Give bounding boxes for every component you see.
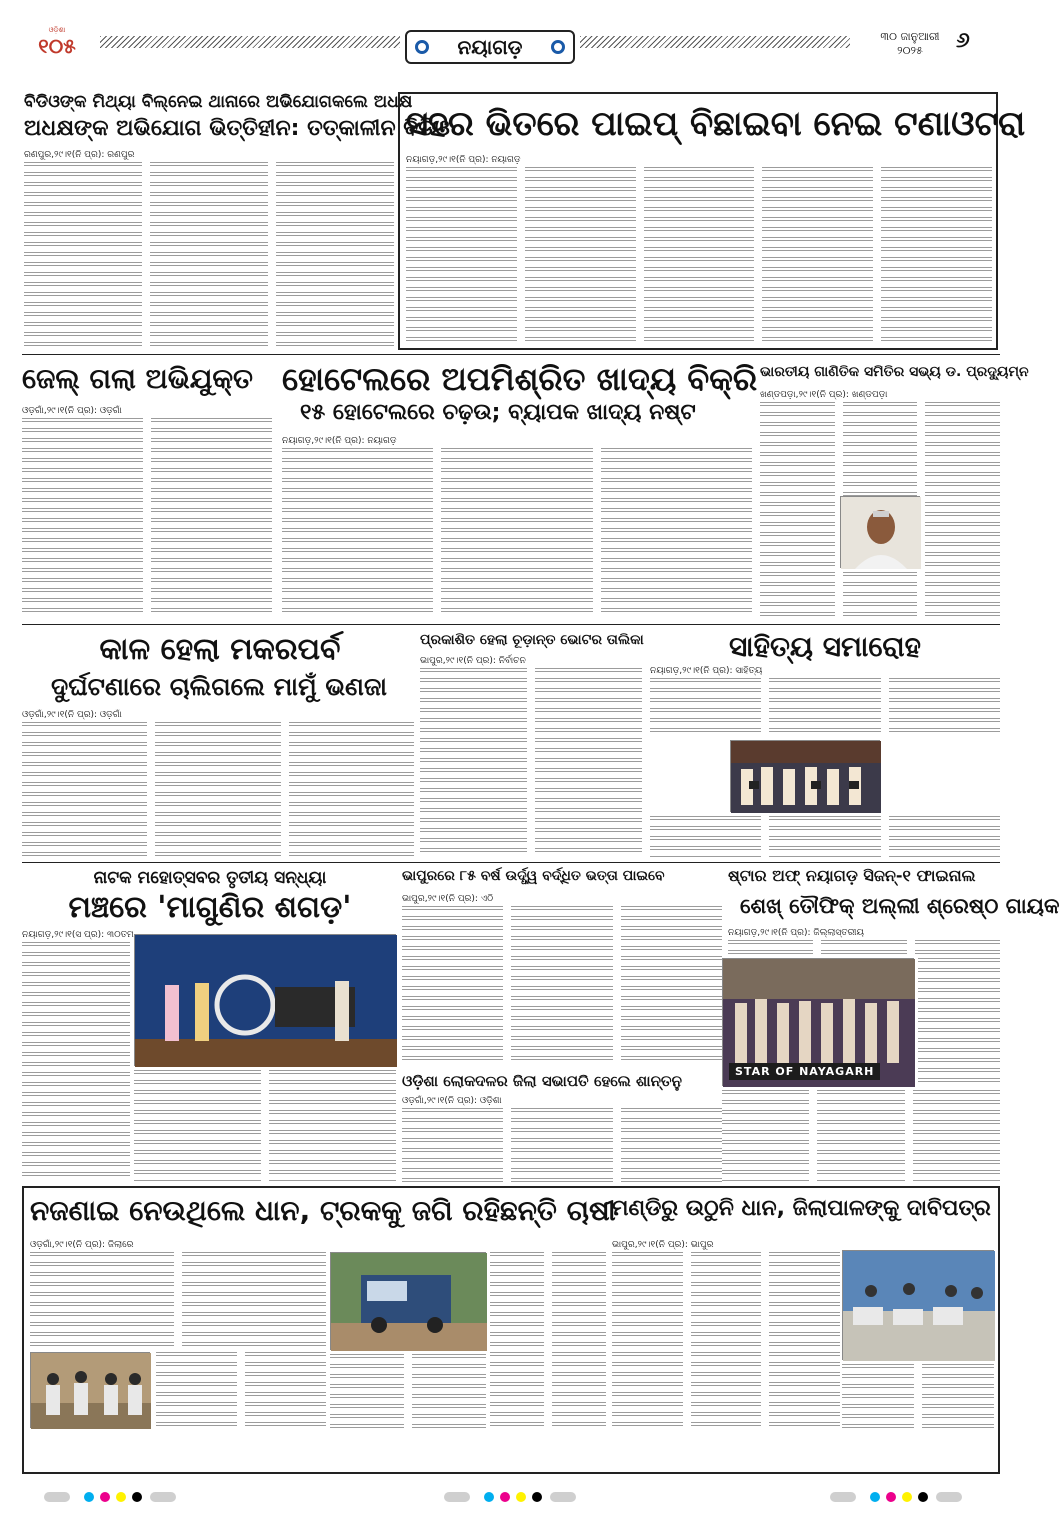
yellow-dot xyxy=(116,1492,126,1502)
article-body xyxy=(406,167,992,343)
photo-banner: STAR OF NAYAGARH xyxy=(729,1063,880,1080)
article-headline: ସହର ଭିତରେ ପାଇପ୍ ବିଛାଇବା ନେଇ ଟଣାଓଟରା xyxy=(406,104,1026,144)
magenta-dot xyxy=(500,1492,510,1502)
article-body-lower xyxy=(330,1354,486,1428)
masthead-hatch-right xyxy=(580,36,850,48)
article-dateline: ନୟାଗଡ଼,୨୯।୧(ନି ପ୍ର): ନୟାଗଡ଼ xyxy=(282,436,397,446)
farmers-photo xyxy=(30,1352,150,1428)
yellow-dot xyxy=(902,1492,912,1502)
black-dot xyxy=(532,1492,542,1502)
article-body-side xyxy=(918,958,1000,1086)
article-dateline: ଭାପୁର,୨୯।୧(ନି ପ୍ର): ନିର୍ବାଚନ xyxy=(420,656,526,666)
article-headline: ଭାପୁରରେ ୮୫ ବର୍ଷ ଉର୍ଦ୍ଧ୍ୱ ବର୍ଦ୍ଧିତ ଭତ୍ତା ପାଇବେ xyxy=(402,868,665,884)
article-body xyxy=(420,668,642,858)
footer-color-bar xyxy=(0,1480,1020,1517)
article-body xyxy=(402,1108,722,1182)
article-body xyxy=(30,1252,326,1350)
section-label-box xyxy=(405,30,575,64)
article-body-continued xyxy=(842,1364,994,1428)
article-body-continued xyxy=(156,1352,326,1428)
gray-pill xyxy=(150,1492,176,1502)
logo-number: ୧୦୫ xyxy=(38,34,76,58)
section-divider xyxy=(22,624,1000,625)
circle-icon xyxy=(551,40,565,54)
issue-date: ୩୦ ଜାନୁଆରୀ ୨୦୨୫ xyxy=(880,30,940,57)
article-headline: ଭାରତୀୟ ଗାଣିତିକ ସମିତିର ସଭ୍ୟ ଡ. ପ୍ରଦ୍ୟୁମ୍ନ xyxy=(760,364,1029,380)
cyan-dot xyxy=(484,1492,494,1502)
article-kicker: ନାଟକ ମହୋତ୍ସବର ତୃତୀୟ ସନ୍ଧ୍ୟା xyxy=(93,868,327,888)
article-headline: ପ୍ରକାଶିତ ହେଲା ଚୂଡ଼ାନ୍ତ ଭୋଟର ତାଲିକା xyxy=(420,632,644,648)
article-dateline: ନୟାଗଡ଼,୨୯।୧(ନି ପ୍ର): ନୟାଗଡ଼ xyxy=(406,155,521,165)
article-kicker: ଷ୍ଟାର ଅଫ୍ ନୟାଗଡ଼ ସିଜନ୍-୧ ଫାଇନାଲ xyxy=(728,866,976,885)
event-photo xyxy=(730,740,880,812)
cyan-dot xyxy=(870,1492,880,1502)
article-headline: ମଣ୍ଡିରୁ ଉଠୁନି ଧାନ, ଜିଲାପାଳଙ୍କୁ ଦାବିପତ୍ର xyxy=(612,1196,991,1221)
article-headline: ଜେଲ୍ ଗଲା ଅଭିଯୁକ୍ତ xyxy=(22,362,254,395)
masthead xyxy=(0,0,1020,80)
winners-photo xyxy=(722,958,914,1086)
truck-photo xyxy=(330,1252,486,1350)
newspaper-logo xyxy=(22,26,92,60)
article-dateline: ଓଡ଼ଗାଁ,୨୯।୧(ନି ପ୍ର): ଓଡ଼ଗାଁ xyxy=(22,710,122,720)
article-headline: କାଳ ହେଲା ମକରପର୍ବ xyxy=(99,632,341,667)
article-body xyxy=(24,162,394,348)
portrait-photo xyxy=(840,496,920,568)
article-dateline: ନୟାଗଡ଼,୨୯।୧(ନି ପ୍ର): ଜିଲ୍ଲାସ୍ତରୀୟ xyxy=(728,928,864,938)
article-headline: ସାହିତ୍ୟ ସମାରୋହ xyxy=(729,630,921,663)
article-body-continued xyxy=(722,1090,1000,1182)
gray-pill xyxy=(444,1492,470,1502)
circle-icon xyxy=(415,40,429,54)
article-dateline: ଓଡ଼ଗାଁ,୨୯।୧(ନି ପ୍ର): ଓଡ଼ିଶା xyxy=(402,1096,502,1106)
article-body-continued xyxy=(650,816,1000,858)
logo-small-text: ଓଡ଼ିଶା xyxy=(48,26,66,34)
article-kicker: ବିଡିଓଙ୍କ ମିଥ୍ୟା ବିଲ୍‌ନେଇ ଥାନାରେ ଅଭିଯୋଗକଲେ ଅଧକ୍ଷ xyxy=(24,92,413,112)
article-dateline: ନୟାଗଡ଼,୨୯।୧(ସ ପ୍ର): ୩୦ତମ xyxy=(22,930,134,940)
article-headline: ଓଡ଼ିଶା ଲୋକଦଳର ଜିଲା ସଭାପତି ହେଲେ ଶାନ୍ତନୁ xyxy=(402,1072,682,1090)
article-headline: ମଞ୍ଚରେ 'ମାଗୁଣିର ଶଗଡ଼' xyxy=(68,890,352,925)
article-body xyxy=(22,942,130,1182)
article-subheadline: ୧୫ ହୋଟେଲରେ ଚଢ଼ଉ; ବ୍ୟାପକ ଖାଦ୍ୟ ନଷ୍ଟ xyxy=(300,400,696,425)
yellow-dot xyxy=(516,1492,526,1502)
gray-pill xyxy=(550,1492,576,1502)
gray-pill xyxy=(936,1492,962,1502)
article-dateline: ରଣପୁର,୨୯।୧(ନି ପ୍ର): ରଣପୁର xyxy=(24,150,135,160)
article-body xyxy=(650,678,1000,738)
article-dateline: ଭାପୁର,୨୯।୧(ନି ପ୍ର): ଏଠି xyxy=(402,894,494,904)
magenta-dot xyxy=(886,1492,896,1502)
article-dateline: ଭାପୁର,୨୯।୧(ନି ପ୍ର): ଭାପୁର xyxy=(612,1240,714,1250)
article-headline: ଅଧକ୍ଷଙ୍କ ଅଭିଯୋଗ ଭିତ୍ତିହୀନ: ତତ୍କାଳୀନ ବିଡିଓ xyxy=(24,116,450,141)
gray-pill xyxy=(44,1492,70,1502)
page-number: ୬ xyxy=(956,28,970,53)
article-body-side xyxy=(490,1252,606,1428)
article-dateline: ଓଡ଼ଗାଁ,୨୯।୧(ନି ପ୍ର): ଜିଲାରେ xyxy=(30,1240,134,1250)
black-dot xyxy=(918,1492,928,1502)
article-subheadline: ଦୁର୍ଘଟଣାରେ ଚାଲିଗଲେ ମାମୁଁ ଭଣଜା xyxy=(51,672,387,701)
paddy-market-photo xyxy=(842,1250,994,1360)
article-dateline: ଓଡ଼ଗାଁ,୨୯।୧(ନି ପ୍ର): ଓଡ଼ଗାଁ xyxy=(22,406,122,416)
article-body xyxy=(612,1252,840,1428)
article-body-continued xyxy=(134,1070,396,1182)
section-divider xyxy=(22,354,1000,355)
masthead-hatch-left xyxy=(100,36,400,48)
article-dateline: ନୟାଗଡ଼,୨୯।୧(ନି ପ୍ର): ସାହିତ୍ୟ xyxy=(650,666,763,676)
article-body xyxy=(22,418,272,618)
section-title: ନୟାଗଡ଼ xyxy=(457,35,523,59)
article-body xyxy=(728,940,1000,956)
article-headline: ହୋଟେଲରେ ଅପମିଶ୍ରିତ ଖାଦ୍ୟ ବିକ୍ରି xyxy=(282,360,758,398)
article-dateline: ଖଣ୍ଡପଡ଼ା,୨୯।୧(ନି ପ୍ର): ଖଣ୍ଡପଡ଼ା xyxy=(760,390,888,400)
article-body xyxy=(22,722,414,858)
cyan-dot xyxy=(84,1492,94,1502)
article-body xyxy=(402,906,722,1066)
black-dot xyxy=(132,1492,142,1502)
magenta-dot xyxy=(100,1492,110,1502)
article-body xyxy=(282,448,752,618)
article-headline: ଶେଖ୍ ତୌଫିକ୍ ଅଲ୍ଲୀ ଶ୍ରେଷ୍ଠ ଗାୟକ xyxy=(740,894,1060,918)
article-headline: ନଜଣାଇ ନେଉଥିଲେ ଧାନ, ଟ୍ରକକୁ ଜଗି ରହିଛନ୍ତି ଚାଷୀ xyxy=(30,1194,616,1227)
section-divider xyxy=(22,862,1000,863)
gray-pill xyxy=(830,1492,856,1502)
stage-play-photo xyxy=(134,934,396,1066)
